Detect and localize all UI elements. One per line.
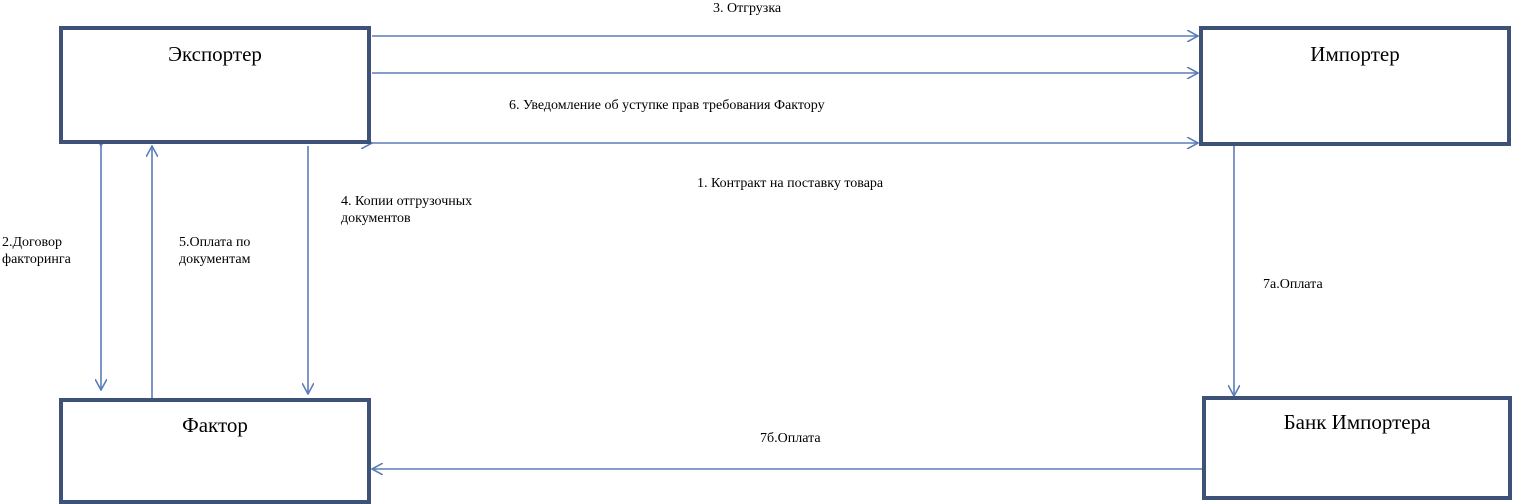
node-exporter-label: Экспортер	[168, 42, 262, 66]
label-assignment-notice: 6. Уведомление об уступке прав требования Фактору	[509, 98, 825, 113]
label-payment-7b: 7б.Оплата	[760, 431, 821, 446]
node-importer-bank	[1202, 396, 1512, 500]
label-shipment: 3. Отгрузка	[713, 1, 782, 16]
node-factor	[59, 398, 371, 504]
node-importer	[1199, 26, 1511, 146]
label-factoring-agreement: 2.Договор факторинга	[2, 235, 71, 267]
node-exporter	[59, 26, 371, 144]
node-importer-bank-label: Банк Импортера	[1283, 410, 1431, 434]
node-importer-label: Импортер	[1310, 42, 1400, 66]
label-contract: 1. Контракт на поставку товара	[697, 176, 884, 191]
label-payment-7a: 7а.Оплата	[1263, 277, 1323, 292]
label-payment-by-documents: 5.Оплата по документам	[179, 235, 251, 267]
node-factor-label: Фактор	[182, 413, 248, 437]
label-shipping-docs-copies: 4. Копии отгрузочных документов	[341, 194, 473, 226]
